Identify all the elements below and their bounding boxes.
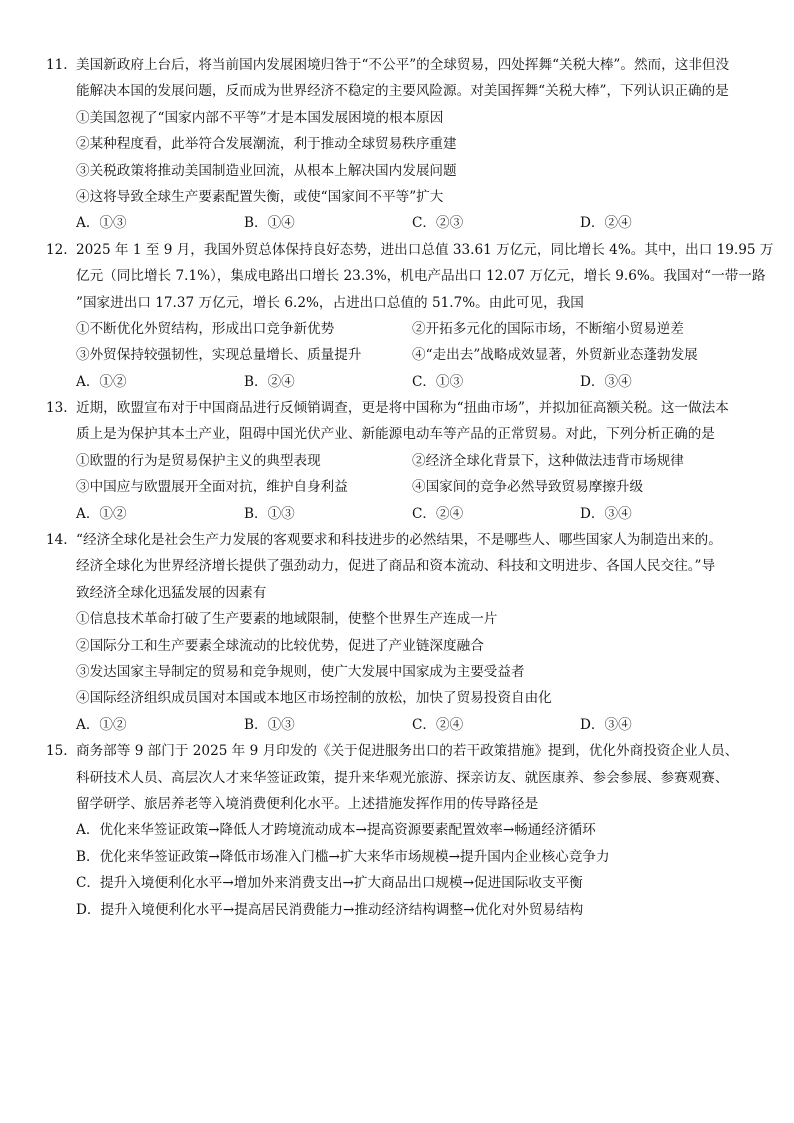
answer-choices (76, 501, 776, 527)
statement: ④国际经济组织成员国对本国或本地区市场控制的放松，加快了贸易投资自由化 (76, 690, 552, 707)
statement: ③外贸保持较强韧性，实现总量增长、质量提升 (76, 347, 362, 364)
choice-c[interactable]: C．①③ (412, 373, 464, 390)
question-stem (76, 237, 776, 316)
option-d[interactable]: D．提升入境便利化水平→提高居民消费能力→推动经济结构调整→优化对外贸易结构 (76, 901, 584, 918)
statement-row (76, 316, 776, 342)
option-a[interactable]: A．优化来华签证政策→降低人才跨境流动成本→提高资源要素配置效率→畅通经济循环 (76, 822, 596, 839)
stem-line: 2025 年 1 至 9 月，我国外贸总体保持良好态势，进出口总值 33.61 万亿元，同比增长 4%。其中，出口 19.95 万 (76, 241, 774, 258)
statement-list (76, 606, 776, 712)
exam-page (0, 52, 794, 923)
answer-choices (76, 210, 776, 236)
long-option-list (76, 817, 776, 923)
answer-choices (76, 369, 776, 395)
stem-line: 致经济全球化迅猛发展的因素有 (76, 584, 267, 601)
question-number: 12. (46, 241, 68, 258)
question-12 (0, 237, 794, 395)
statement-list (76, 105, 776, 211)
statement: ③关税政策将推动美国制造业回流，从根本上解决国内发展问题 (76, 162, 457, 179)
statement: ③中国应与欧盟展开全面对抗，维护自身利益 (76, 479, 348, 496)
statement: ④这将导致全球生产要素配置失衡，或使“国家间不平等”扩大 (76, 188, 444, 205)
question-stem (76, 395, 776, 448)
statement: ④国家间的竞争必然导致贸易摩擦升级 (412, 479, 644, 496)
choice-b[interactable]: B．①③ (244, 505, 295, 522)
statement-list (76, 448, 776, 501)
statement: ②经济全球化背景下，这种做法违背市场规律 (412, 452, 684, 469)
stem-line: “经济全球化是社会生产力发展的客观要求和科技进步的必然结果，不是哪些人、哪些国家人为制造出来的。 (76, 532, 722, 549)
statement-list (76, 316, 776, 369)
stem-line: 科研技术人员、高层次人才来华签证政策，提升来华观光旅游、探亲访友、就医康养、参会参展、参赛观赛、 (76, 769, 729, 786)
stem-line: 美国新政府上台后，将当前国内发展困境归咎于“不公平”的全球贸易，四处挥舞“关税大棒”。然而，这非但没 (76, 57, 730, 73)
statement: ①信息技术革命打破了生产要素的地域限制，使整个世界生产连成一片 (76, 611, 498, 628)
stem-line: 亿元（同比增长 7.1%），集成电路出口增长 23.3%，机电产品出口 12.07 万亿元，增长 9.6%。我国对“一带一路 (76, 268, 766, 285)
choice-b[interactable]: B．①④ (244, 215, 295, 232)
statement-row (76, 474, 776, 500)
statement: ④“走出去”战略成效显著，外贸新业态蓬勃发展 (412, 347, 698, 364)
choice-c[interactable]: C．②④ (412, 716, 464, 733)
choice-d[interactable]: D．③④ (580, 373, 632, 390)
choice-d[interactable]: D．②④ (580, 215, 632, 232)
choice-a[interactable]: A．①③ (76, 215, 127, 232)
stem-line: 商务部等 9 部门于 2025 年 9 月印发的《关于促进服务出口的若干政策措施》提到，优化外商投资企业人员、 (76, 743, 739, 760)
choice-c[interactable]: C．②③ (412, 215, 464, 232)
choice-b[interactable]: B．②④ (244, 373, 295, 390)
stem-line: 近期，欧盟宣布对于中国商品进行反倾销调查，更是将中国称为“扭曲市场”，并拟加征高额关税。这一做法本 (76, 400, 729, 417)
statement: ②国际分工和生产要素全球流动的比较优势，促进了产业链深度融合 (76, 637, 484, 654)
statement: ①不断优化外贸结构，形成出口竞争新优势 (76, 320, 335, 337)
statement: ③发达国家主导制定的贸易和竞争规则，使广大发展中国家成为主要受益者 (76, 663, 525, 680)
question-14 (0, 527, 794, 738)
question-15 (0, 738, 794, 923)
stem-line: 经济全球化为世界经济增长提供了强劲动力，促进了商品和资本流动、科技和文明进步、各国人民交往。”导 (76, 558, 716, 575)
choice-a[interactable]: A．①② (76, 373, 127, 390)
question-number: 11. (46, 57, 68, 73)
choice-c[interactable]: C．②④ (412, 505, 464, 522)
stem-line: 留学研学、旅居养老等入境消费便利化水平。上述措施发挥作用的传导路径是 (76, 795, 539, 812)
question-13 (0, 395, 794, 527)
statement: ①美国忽视了“国家内部不平等”才是本国发展困境的根本原因 (76, 109, 444, 126)
question-stem (76, 527, 776, 606)
choice-b[interactable]: B．①③ (244, 716, 295, 733)
option-c[interactable]: C．提升入境便利化水平→增加外来消费支出→扩大商品出口规模→促进国际收支平衡 (76, 875, 583, 892)
question-number: 14. (46, 532, 68, 549)
stem-line: 质上是为保护其本土产业，阻碍中国光伏产业、新能源电动车等产品的正常贸易。对此，下列分析正确的是 (76, 426, 715, 443)
statement-row (76, 448, 776, 474)
question-number: 15. (46, 743, 68, 760)
question-number: 13. (46, 400, 68, 417)
statement: ①欧盟的行为是贸易保护主义的典型表现 (76, 452, 321, 469)
statement: ②开拓多元化的国际市场，不断缩小贸易逆差 (412, 320, 684, 337)
question-stem (76, 52, 776, 105)
statement: ②某种程度看，此举符合发展潮流，利于推动全球贸易秩序重建 (76, 136, 457, 153)
question-11 (0, 52, 794, 237)
statement-row (76, 342, 776, 368)
option-b[interactable]: B．优化来华签证政策→降低市场准入门槛→扩大来华市场规模→提升国内企业核心竞争力 (76, 848, 610, 865)
question-stem (76, 738, 776, 817)
choice-a[interactable]: A．①② (76, 505, 127, 522)
choice-d[interactable]: D．③④ (580, 716, 632, 733)
stem-line: ”国家进出口 17.37 万亿元，增长 6.2%，占进出口总值的 51.7%。由此可见，我国 (76, 294, 584, 311)
choice-d[interactable]: D．③④ (580, 505, 632, 522)
stem-line: 能解决本国的发展问题，反而成为世界经济不稳定的主要风险源。对美国挥舞“关税大棒”，下列认识正确的是 (76, 83, 729, 100)
choice-a[interactable]: A．①② (76, 716, 127, 733)
answer-choices (76, 712, 776, 738)
